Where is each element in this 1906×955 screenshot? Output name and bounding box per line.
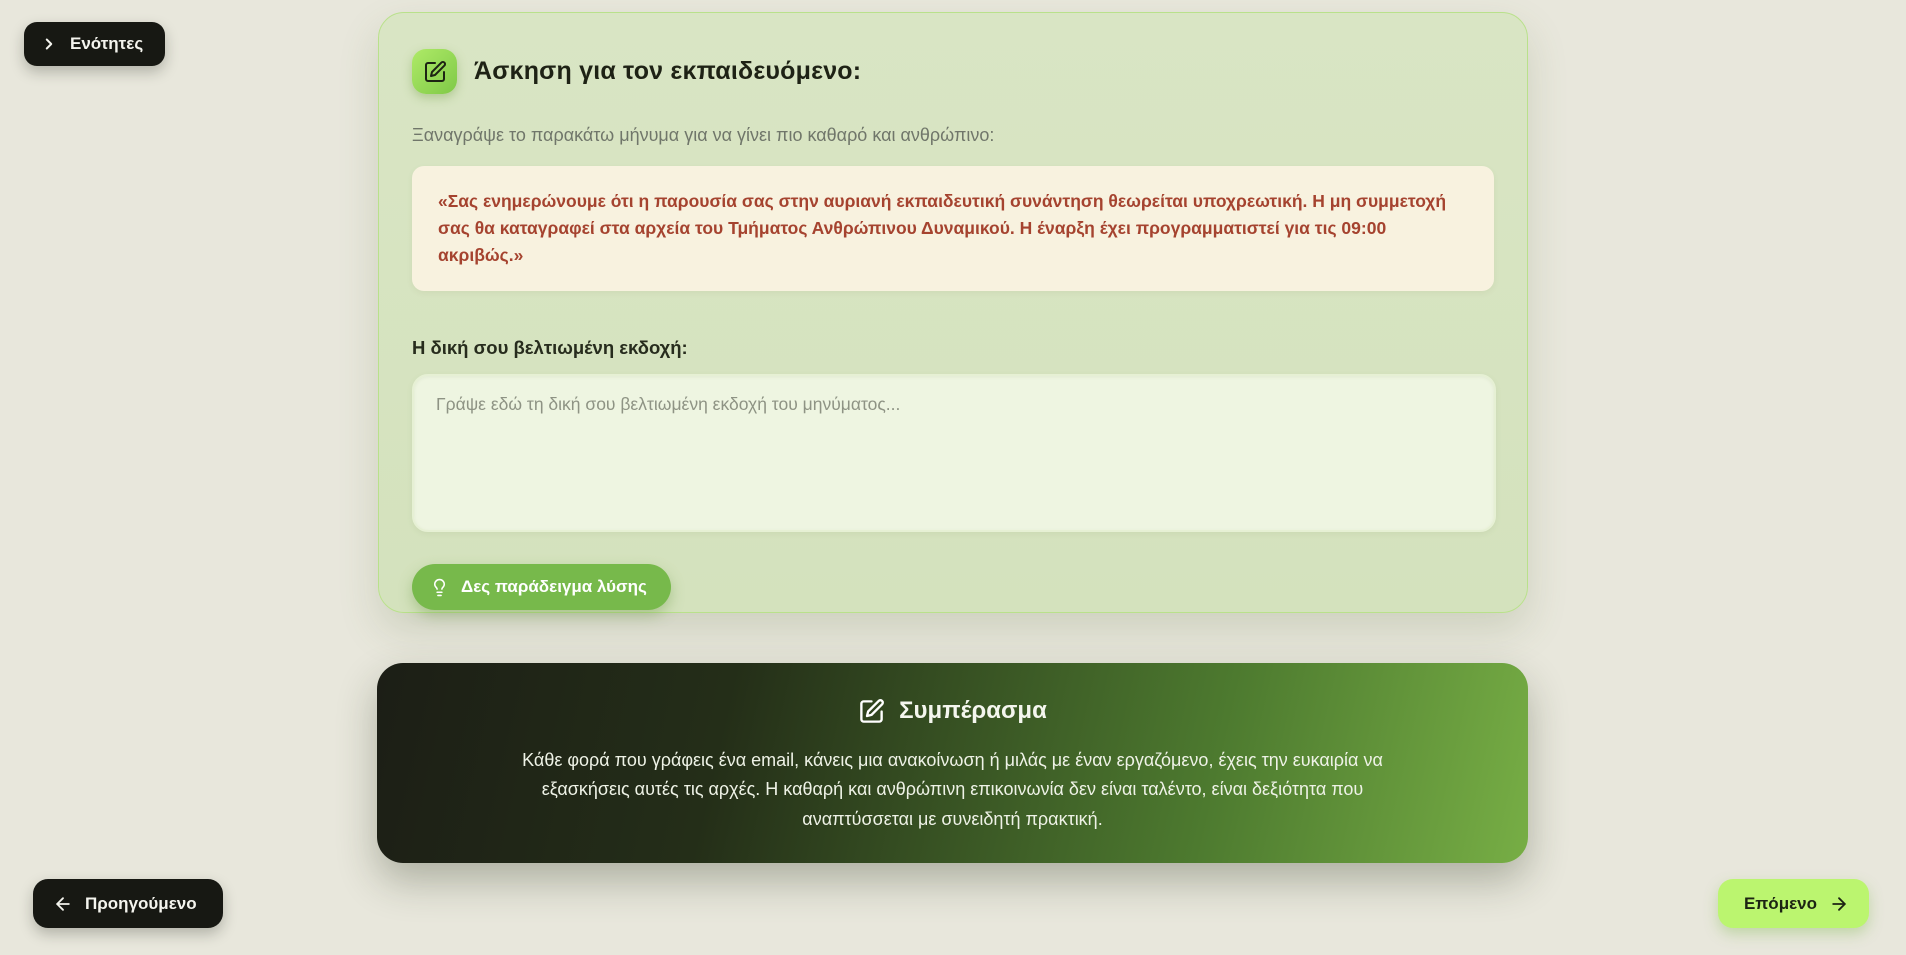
quote-box xyxy=(412,166,1494,291)
previous-button-label: Προηγούμενο xyxy=(85,893,197,913)
next-button-label: Επόμενο xyxy=(1743,893,1817,913)
exercise-title: Άσκηση για τον εκπαιδευόμενο: xyxy=(474,57,862,85)
previous-button[interactable] xyxy=(33,879,223,928)
edit-square-icon xyxy=(858,698,885,725)
edit-square-icon xyxy=(412,49,457,94)
exercise-instruction: Ξαναγράψε το παρακάτω μήνυμα για να γίνει πιο καθαρό και ανθρώπινο: xyxy=(412,125,995,145)
conclusion-card xyxy=(377,663,1528,863)
conclusion-header xyxy=(858,697,1047,725)
answer-label: Η δική σου βελτιωμένη εκδοχή: xyxy=(412,337,688,359)
arrow-right-icon xyxy=(1829,894,1849,914)
show-example-button-label: Δες παράδειγμα λύσης xyxy=(461,577,647,597)
answer-textarea[interactable] xyxy=(412,374,1496,532)
exercise-card-header xyxy=(412,49,1494,94)
modules-button-label: Ενότητες xyxy=(70,34,144,53)
next-button[interactable] xyxy=(1718,879,1869,928)
lightbulb-icon xyxy=(430,578,449,597)
chevron-right-icon xyxy=(40,35,58,53)
modules-button[interactable] xyxy=(24,22,165,66)
quote-text: «Σας ενημερώνουμε ότι η παρουσία σας στην αυριανή εκπαιδευτική συνάντηση θεωρείται υποχρεωτική. Η μη συμμετοχή σας θα καταγραφεί στα αρχεία του Τμήματος Ανθρώπινου Δυναμικού. Η έναρξη έχει προγραμματιστεί για τις 09:00 ακριβώς.» xyxy=(438,191,1447,266)
conclusion-body: Κάθε φορά που γράφεις ένα email, κάνεις μια ανακοίνωση ή μιλάς με έναν εργαζόμενο, έχεις την ευκαιρία να εξασκήσεις αυτές τις αρχές. Η καθαρή και ανθρώπινη επικοινωνία δεν είναι ταλέντο, είναι δεξιότητα που αναπτύσσεται με συνειδητή πρακτική. xyxy=(522,749,1383,829)
show-example-button[interactable] xyxy=(412,564,671,610)
arrow-left-icon xyxy=(53,894,73,914)
exercise-card xyxy=(378,12,1528,613)
conclusion-title: Συμπέρασμα xyxy=(899,697,1047,724)
